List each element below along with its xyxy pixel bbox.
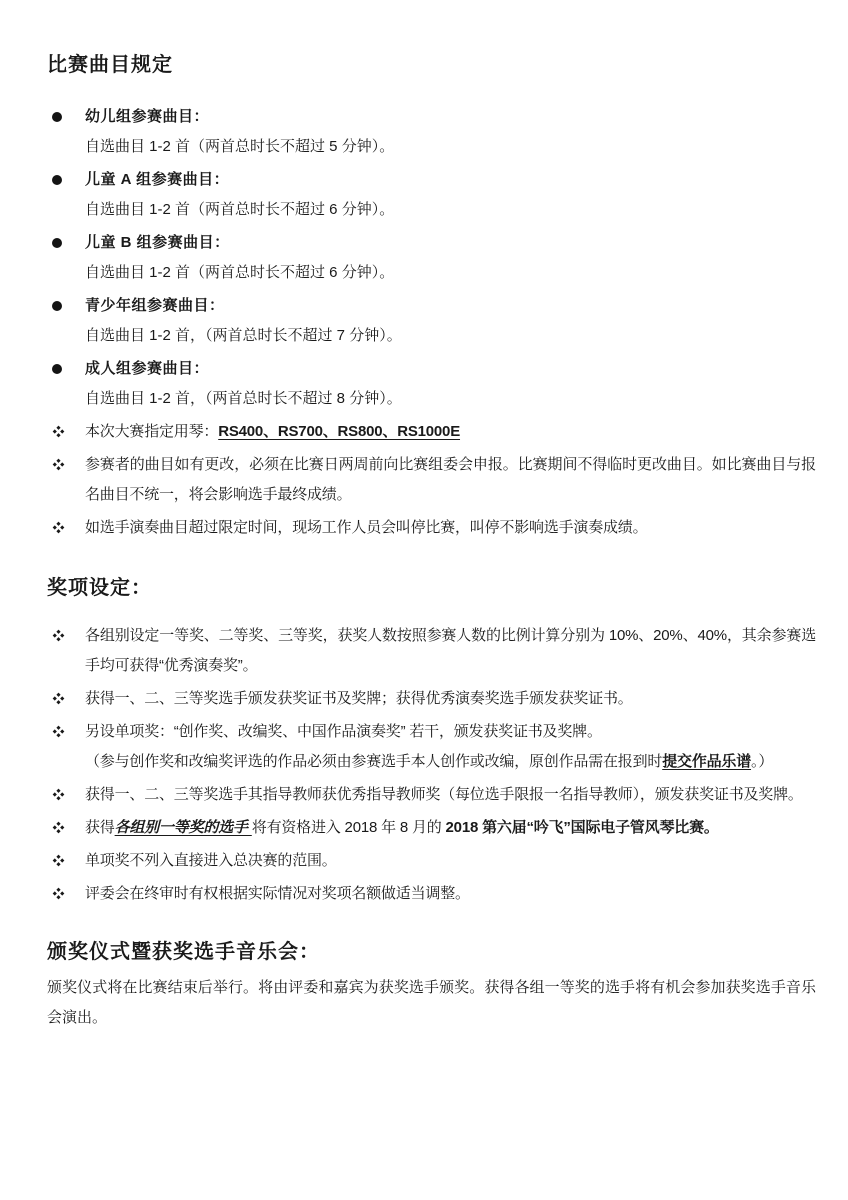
group-detail: 自选曲目 1-2 首，（两首总时长不超过 8 分钟）。 (85, 390, 402, 407)
diamond-bullet-icon (52, 887, 65, 900)
note-item-special-award-exclusion (47, 846, 816, 876)
group-label: 青少年组参赛曲目： (85, 297, 225, 314)
group-item-children-a (47, 165, 816, 225)
diamond-bullet-icon (52, 821, 65, 834)
note-item-teacher-award (47, 780, 816, 810)
note-item-finals-qualification (47, 813, 816, 843)
note-text: 如选手演奏曲目超过限定时间，现场工作人员会叫停比赛，叫停不影响选手演奏成绩。 (85, 519, 648, 536)
diamond-bullet-icon (52, 854, 65, 867)
note-text: 各组别设定一等奖、二等奖、三等奖，获奖人数按照参赛人数的比例计算分别为 10%、20%、40%，其余参赛选手均可获得“优秀演奏奖”。 (85, 627, 816, 674)
ceremony-paragraph: 颁奖仪式将在比赛结束后举行。将由评委和嘉宾为获奖选手颁奖。获得各组一等奖的选手将有机会参加获奖选手音乐会演出。 (47, 979, 816, 1026)
circle-bullet-icon (52, 112, 62, 122)
diamond-bullet-icon (52, 521, 65, 534)
group-item-children-b (47, 228, 816, 288)
circle-bullet-icon (52, 175, 62, 185)
circle-bullet-icon (52, 238, 62, 248)
note-text: 获得各组别一等奖的选手 将有资格进入 2018 年 8 月的 2018 第六届“吟飞”国际电子管风琴比赛。 (85, 819, 719, 836)
section-title-repertoire: 比赛曲目规定 (47, 54, 173, 76)
note-text: 获得一、二、三等奖选手其指导教师获优秀指导教师奖（每位选手限报一名指导教师），颁发获奖证书及奖牌。 (85, 786, 803, 803)
group-item-infant (47, 102, 816, 162)
note-text: 单项奖不列入直接进入总决赛的范围。 (85, 852, 337, 869)
diamond-bullet-icon (52, 458, 65, 471)
group-detail: 自选曲目 1-2 首，（两首总时长不超过 7 分钟）。 (85, 327, 402, 344)
group-label: 成人组参赛曲目： (85, 360, 210, 377)
note-item-designated-instruments (47, 417, 816, 447)
group-detail: 自选曲目 1-2 首（两首总时长不超过 6 分钟）。 (85, 201, 395, 218)
group-item-adult (47, 354, 816, 414)
note-text: 另设单项奖：“创作奖、改编奖、中国作品演奏奖” 若干，颁发获奖证书及奖牌。 (85, 723, 602, 740)
note-item-certificates (47, 684, 816, 714)
note-item-special-awards (47, 717, 816, 777)
section-title-awards: 奖项设定： (47, 577, 152, 599)
circle-bullet-icon (52, 301, 62, 311)
note-item-time-limit (47, 513, 816, 543)
group-label: 儿童 A 组参赛曲目： (85, 171, 230, 188)
diamond-bullet-icon (52, 725, 65, 738)
note-text: 参赛者的曲目如有更改，必须在比赛日两周前向比赛组委会申报。比赛期间不得临时更改曲目。如比赛曲目与报名曲目不统一，将会影响选手最终成绩。 (85, 456, 816, 503)
group-detail: 自选曲目 1-2 首（两首总时长不超过 5 分钟）。 (85, 138, 395, 155)
section-repertoire (47, 52, 816, 543)
diamond-bullet-icon (52, 629, 65, 642)
section-ceremony (47, 939, 816, 1033)
group-detail: 自选曲目 1-2 首（两首总时长不超过 6 分钟）。 (85, 264, 395, 281)
diamond-bullet-icon (52, 692, 65, 705)
group-label: 儿童 B 组参赛曲目： (85, 234, 230, 251)
note-item-award-tiers (47, 621, 816, 681)
note-item-jury-adjustment (47, 879, 816, 909)
section-awards (47, 575, 816, 909)
note-text: 获得一、二、三等奖选手颁发获奖证书及奖牌；获得优秀演奏奖选手颁发获奖证书。 (85, 690, 633, 707)
circle-bullet-icon (52, 364, 62, 374)
note-text: 评委会在终审时有权根据实际情况对奖项名额做适当调整。 (85, 885, 470, 902)
section-title-ceremony: 颁奖仪式暨获奖选手音乐会： (47, 941, 320, 963)
group-item-youth (47, 291, 816, 351)
diamond-bullet-icon (52, 425, 65, 438)
note-subtext: （参与创作奖和改编奖评选的作品必须由参赛选手本人创作或改编，原创作品需在报到时提交作品乐谱。） (85, 753, 774, 770)
note-text: 本次大赛指定用琴：RS400、RS700、RS800、RS1000E (85, 423, 461, 440)
diamond-bullet-icon (52, 788, 65, 801)
note-item-repertoire-change (47, 450, 816, 510)
group-label: 幼儿组参赛曲目： (85, 108, 210, 125)
